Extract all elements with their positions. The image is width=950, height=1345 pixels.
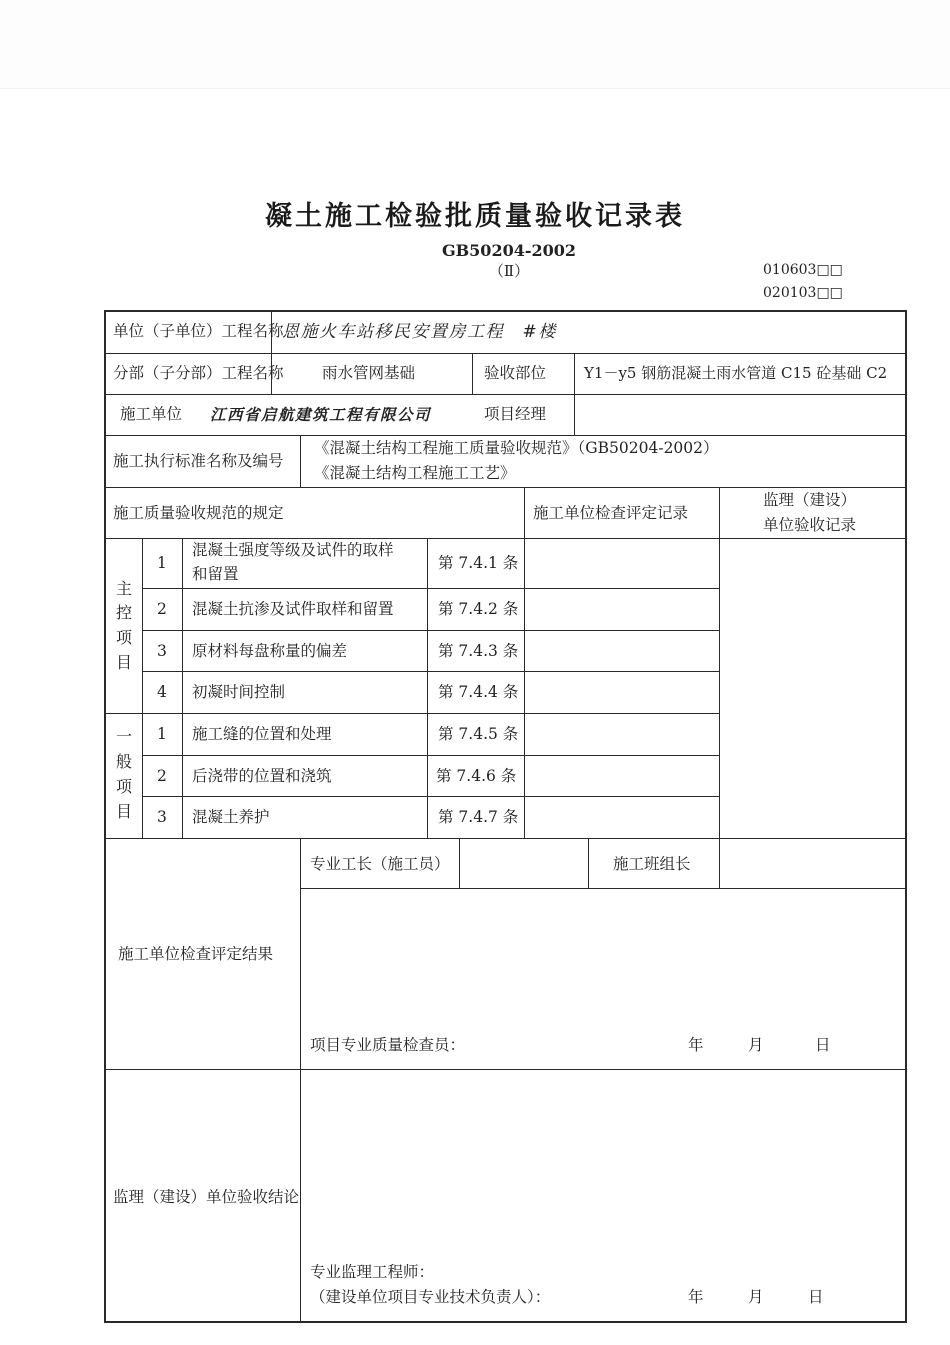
item-name: 初凝时间控制 xyxy=(192,683,286,701)
item-number: 2 xyxy=(157,767,167,785)
division-name-label: 分部（子分部）工程名称 xyxy=(113,364,284,382)
form-code-1: 010603□□ xyxy=(763,262,843,278)
item-number: 2 xyxy=(157,600,167,618)
item-clause: 第 7.4.4 条 xyxy=(438,683,519,701)
supervisor-record-header-2: 单位验收记录 xyxy=(763,516,857,534)
result-year: 年 xyxy=(688,1036,704,1054)
item-name: 原材料每盘称量的偏差 xyxy=(192,642,348,660)
project-manager-label: 项目经理 xyxy=(484,405,547,423)
check-result-label: 施工单位检查评定结果 xyxy=(118,945,274,963)
item-clause: 第 7.4.1 条 xyxy=(438,554,519,572)
item-clause: 第 7.4.3 条 xyxy=(438,642,519,660)
form-code-2: 020103□□ xyxy=(763,285,843,301)
foreman-label: 专业工长（施工员） xyxy=(310,855,450,873)
quality-inspector-label: 项目专业质量检查员： xyxy=(310,1036,466,1054)
contractor-record-header: 施工单位检查评定记录 xyxy=(533,504,689,522)
result-month: 月 xyxy=(748,1036,764,1054)
project-name-label: 单位（子单位）工程名称 xyxy=(113,322,284,340)
item-number: 1 xyxy=(157,554,167,572)
division-name-value: 雨水管网基础 xyxy=(322,364,416,382)
item-clause: 第 7.4.5 条 xyxy=(438,725,519,743)
owner-technical-lead-label: （建设单位项目专业技术负责人）： xyxy=(310,1288,551,1306)
supervisor-conclusion-label: 监理（建设）单位验收结论 xyxy=(113,1188,300,1206)
result-day: 日 xyxy=(815,1036,831,1054)
contractor-value: 江西省启航建筑工程有限公司 xyxy=(210,405,432,424)
contractor-label: 施工单位 xyxy=(120,405,183,423)
inspection-location-value: Y1－y5 钢筋混凝土雨水管道 C15 砼基础 C2 xyxy=(584,364,888,382)
item-number: 3 xyxy=(157,642,167,660)
team-leader-label: 施工班组长 xyxy=(613,855,691,873)
standard-name-label: 施工执行标准名称及编号 xyxy=(113,452,284,470)
supervising-engineer-label: 专业监理工程师： xyxy=(310,1263,435,1281)
item-name: 后浇带的位置和浇筑 xyxy=(192,767,332,785)
project-name-value: 恩施火车站移民安置房工程 #楼 xyxy=(282,322,557,342)
item-clause: 第 7.4.2 条 xyxy=(438,600,519,618)
item-name-cont: 和留置 xyxy=(192,565,239,583)
document-title: 凝土施工检验批质量验收记录表 xyxy=(265,201,685,232)
standard-name-value-2: 《混凝土结构工程施工工艺》 xyxy=(314,464,516,482)
item-number: 3 xyxy=(157,808,167,826)
spec-header: 施工质量验收规范的规定 xyxy=(113,504,284,522)
page-header-band xyxy=(0,0,950,89)
inspection-location-label: 验收部位 xyxy=(484,364,547,382)
item-number: 1 xyxy=(157,725,167,743)
standard-code: GB50204-2002 xyxy=(441,241,577,260)
item-name: 混凝土强度等级及试件的取样 xyxy=(192,541,394,559)
item-name: 施工缝的位置和处理 xyxy=(192,725,332,743)
item-number: 4 xyxy=(157,683,167,701)
supervisor-record-header-1: 监理（建设） xyxy=(763,491,857,509)
item-name: 混凝土养护 xyxy=(192,808,270,826)
conclusion-month: 月 xyxy=(748,1288,764,1306)
conclusion-year: 年 xyxy=(688,1288,704,1306)
item-clause: 第 7.4.6 条 xyxy=(436,767,517,785)
conclusion-day: 日 xyxy=(808,1288,824,1306)
item-clause: 第 7.4.7 条 xyxy=(438,808,519,826)
standard-name-value-1: 《混凝土结构工程施工质量验收规范》（GB50204-2002） xyxy=(314,439,719,457)
item-name: 混凝土抗渗及试件取样和留置 xyxy=(192,600,394,618)
volume-mark: （Ⅱ） xyxy=(488,262,530,280)
